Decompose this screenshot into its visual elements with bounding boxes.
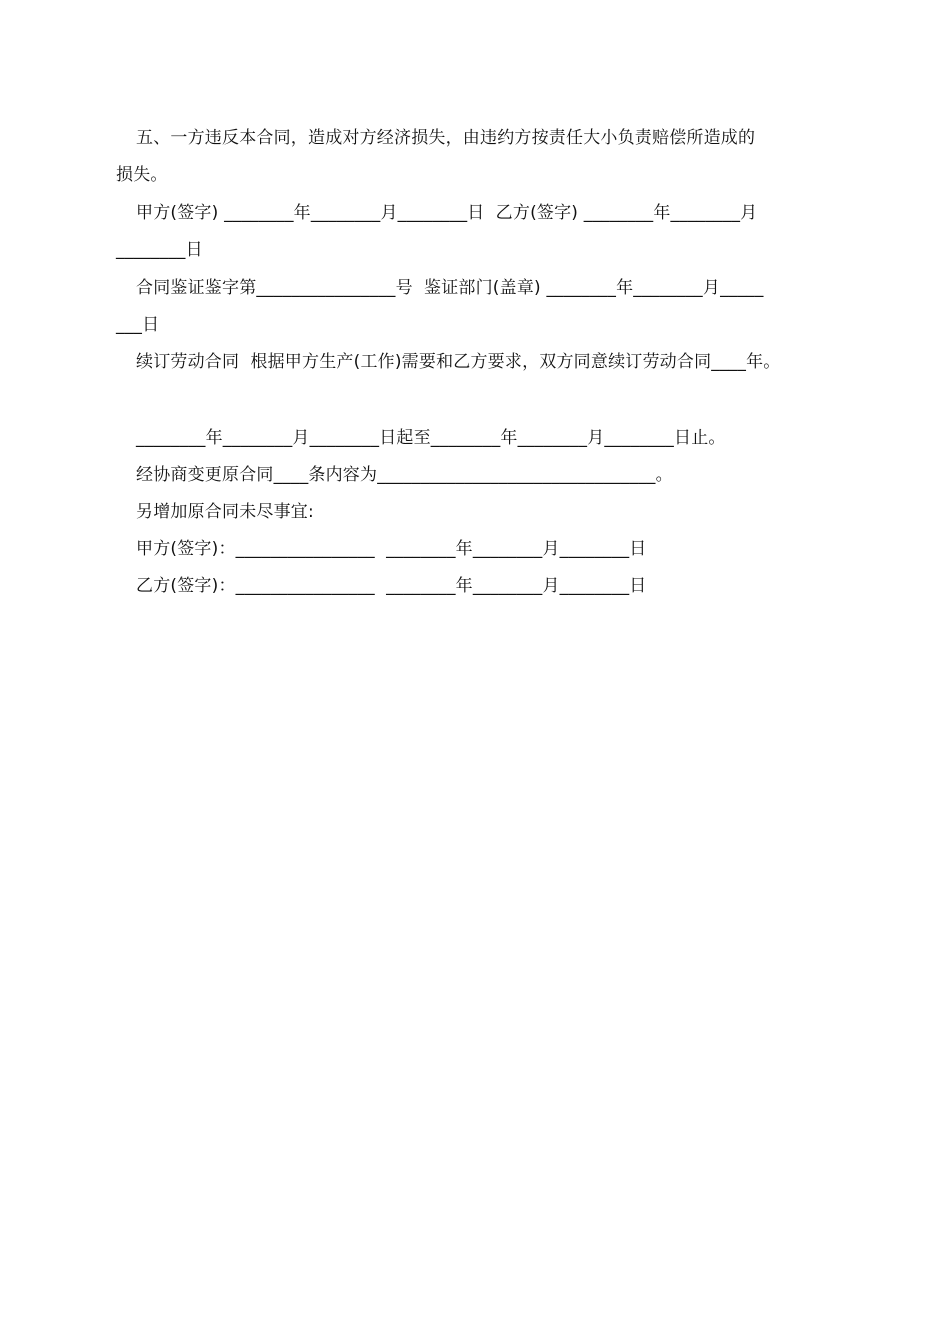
signature-date-line-1: 甲方(签字) ________年________月________日 乙方(签字) ________年________月	[136, 203, 758, 223]
clause-5-line-2: 损失。	[116, 165, 168, 185]
verification-line-2: ___日	[116, 315, 160, 335]
renewal-period-line: ________年________月________日起至________年________月________日止。	[136, 428, 726, 448]
party-a-signature-line: 甲方(签字)：________________ ________年________月________日	[136, 539, 647, 559]
clause-5-line-1: 五、一方违反本合同，造成对方经济损失，由违约方按责任大小负责赔偿所造成的	[136, 128, 756, 148]
party-b-signature-line: 乙方(签字)：________________ ________年________月________日	[136, 576, 647, 596]
signature-date-line-2: ________日	[116, 240, 203, 260]
amendment-line: 经协商变更原合同____条内容为________________________________。	[136, 465, 673, 485]
verification-line-1: 合同鉴证鉴字第________________号 鉴证部门(盖章) ________年________月_____	[136, 278, 764, 298]
renewal-line: 续订劳动合同 根据甲方生产(工作)需要和乙方要求，双方同意续订劳动合同____年。	[136, 352, 781, 372]
additional-matters-line: 另增加原合同未尽事宜:	[136, 502, 314, 522]
